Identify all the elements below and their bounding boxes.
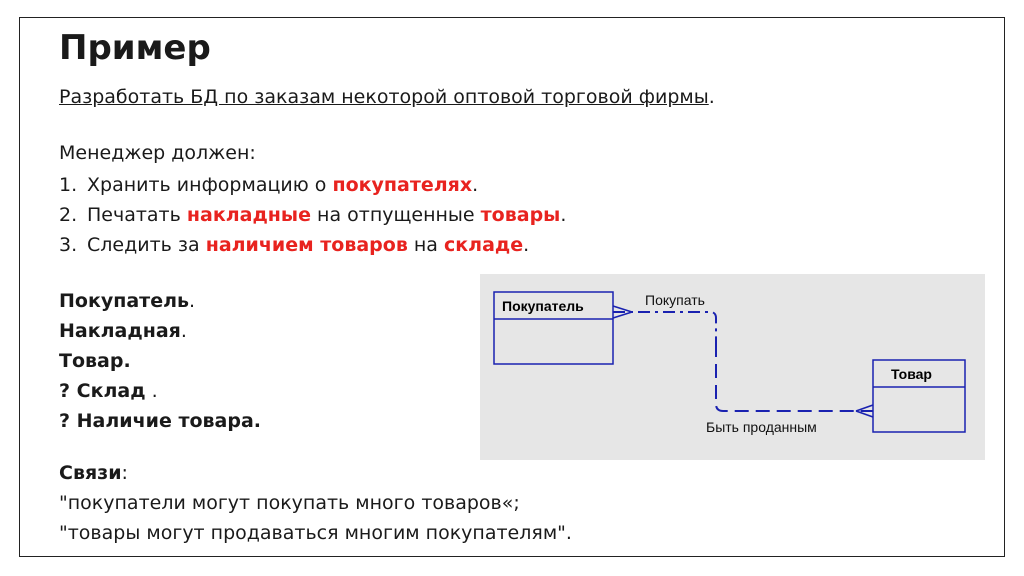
highlighted-term: наличием товаров — [205, 234, 408, 256]
task-text: . — [560, 204, 567, 226]
entity-list — [59, 286, 261, 436]
task-item — [59, 200, 566, 230]
entity-item — [59, 316, 261, 346]
subtitle-period: . — [708, 86, 715, 108]
entity-item — [59, 406, 261, 436]
task-text: . — [472, 174, 479, 196]
links-colon: : — [121, 462, 128, 484]
entity-name-product: Товар — [891, 366, 932, 382]
entity-box-product — [873, 360, 965, 432]
entity-name: Покупатель — [59, 290, 190, 312]
task-number: 2. — [59, 204, 78, 226]
relation-label-buy: Покупать — [645, 292, 705, 308]
manager-intro: Менеджер должен: — [59, 142, 256, 164]
subtitle-text: Разработать БД по заказам некоторой оптовой торговой фирмы — [59, 86, 709, 108]
entity-suffix: . — [189, 290, 196, 312]
task-text: . — [523, 234, 530, 256]
links-heading — [59, 461, 128, 486]
entity-name: ? Склад — [59, 380, 146, 402]
entity-suffix: . — [145, 380, 158, 402]
task-number: 3. — [59, 234, 78, 256]
entity-item — [59, 346, 261, 376]
entity-box-buyer — [494, 292, 613, 364]
highlighted-term: товары — [480, 204, 561, 226]
task-number: 1. — [59, 174, 78, 196]
entity-name-buyer: Покупатель — [502, 298, 584, 314]
highlighted-term: покупателях — [332, 174, 473, 196]
entity-suffix: . — [180, 320, 187, 342]
task-text: Хранить информацию о — [87, 174, 333, 196]
er-diagram — [480, 274, 985, 460]
task-list — [59, 170, 566, 260]
relation-label-sold: Быть проданным — [706, 419, 817, 435]
highlighted-term: накладные — [186, 204, 311, 226]
relationship-line — [613, 312, 873, 411]
slide-subtitle — [59, 85, 715, 110]
er-diagram-svg — [480, 274, 985, 460]
entity-name: Накладная — [59, 320, 181, 342]
task-text: на — [407, 234, 444, 256]
entity-name: Товар. — [59, 350, 131, 372]
slide-title: Пример — [59, 28, 211, 68]
task-text: на отпущенные — [311, 204, 481, 226]
highlighted-term: складе — [444, 234, 524, 256]
links-label: Связи — [59, 462, 122, 484]
entity-item — [59, 376, 261, 406]
link-statement: "покупатели могут покупать много товаров«; — [59, 492, 520, 514]
task-text: Печатать — [87, 204, 187, 226]
task-item — [59, 230, 566, 260]
task-text: Следить за — [87, 234, 206, 256]
link-statement: "товары могут продаваться многим покупателям". — [59, 522, 572, 544]
entity-item — [59, 286, 261, 316]
entity-name: ? Наличие товара. — [59, 410, 261, 432]
task-item — [59, 170, 566, 200]
